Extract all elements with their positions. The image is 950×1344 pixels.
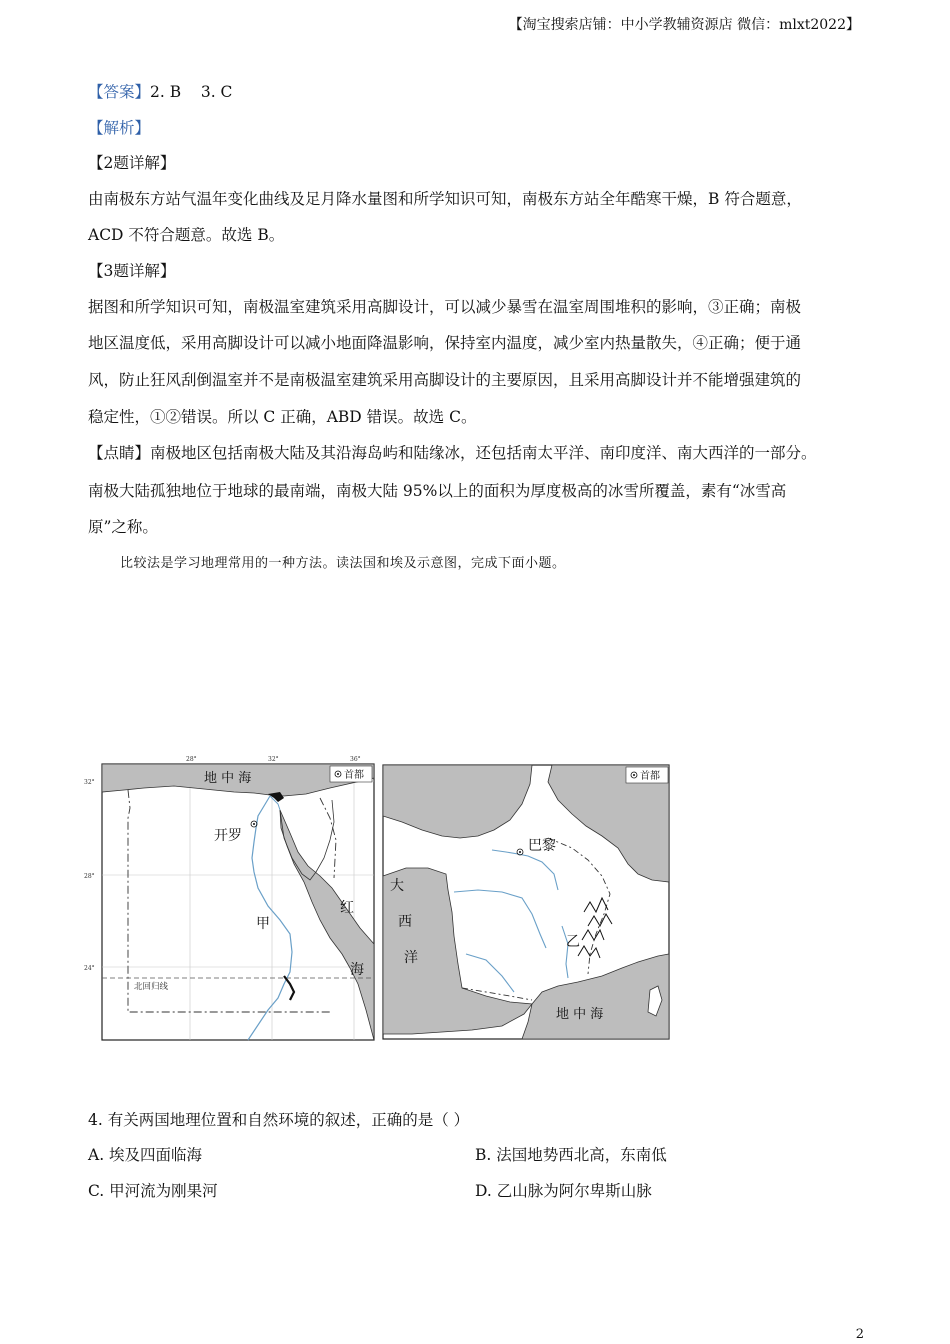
option-b[interactable]: B. 法国地势西北高，东南低 <box>475 1146 667 1164</box>
egypt-map <box>84 748 378 1044</box>
ocean-label-2: 西 <box>398 914 412 930</box>
red-sea-label-1: 红 <box>340 900 354 916</box>
option-a[interactable]: A. 埃及四面临海 <box>88 1146 203 1164</box>
lon-label-32: 32° <box>268 756 279 763</box>
mountain-yi-label: 乙 <box>566 934 580 950</box>
tip-line-1 <box>88 441 817 463</box>
q3-line-4: 稳定性，①②错误。所以 C 正确，ABD 错误。故选 C。 <box>88 408 477 426</box>
tip-line-3: 原”之称。 <box>88 518 158 536</box>
tip-text-1: 南极地区包括南极大陆及其沿海岛屿和陆缘冰，还包括南太平洋、南印度洋、南大西洋的一部分。 <box>150 444 817 462</box>
lon-label-28: 28° <box>186 756 197 763</box>
answer-text: 2. B 3. C <box>150 83 233 101</box>
option-c[interactable]: C. 甲河流为刚果河 <box>88 1182 218 1200</box>
red-sea-label-2: 海 <box>350 962 364 978</box>
q3-line-1: 据图和所学知识可知，南极温室建筑采用高脚设计，可以减少暴雪在温室周围堆积的影响，③正确；南极 <box>88 298 802 316</box>
cairo-label: 开罗 <box>214 828 242 844</box>
legend-label-france: 首都 <box>640 771 660 782</box>
lat-label-32: 32° <box>84 779 95 786</box>
q2-line-1: 由南极东方站气温年变化曲线及足月降水量图和所学知识可知，南极东方站全年酷寒干燥，B 符合题意， <box>88 190 802 208</box>
q3-title: 【3题详解】 <box>88 262 176 280</box>
france-map <box>382 764 672 1042</box>
legend-label: 首都 <box>344 770 364 781</box>
ocean-label-3: 洋 <box>404 950 418 966</box>
tropic-label: 北回归线 <box>134 982 169 992</box>
paris-label: 巴黎 <box>528 838 556 854</box>
intro-text: 比较法是学习地理常用的一种方法。读法国和埃及示意图，完成下面小题。 <box>120 556 566 571</box>
ocean-label-1: 大 <box>390 878 404 894</box>
page-number: 2 <box>855 1327 864 1342</box>
tip-tag: 【点睛】 <box>88 444 151 462</box>
lat-label-24: 24° <box>84 965 95 972</box>
lon-label-36: 36° <box>350 756 361 763</box>
answer-tag: 【答案】 <box>88 83 151 101</box>
tip-line-2: 南极大陆孤独地位于地球的最南端，南极大陆 95%以上的面积为厚度极高的冰雪所覆盖，素有“冰雪高 <box>88 482 787 500</box>
page-header: 【淘宝搜索店铺：中小学教辅资源店 微信：mlxt2022】 <box>508 17 860 33</box>
question-4-stem: 4. 有关两国地理位置和自然环境的叙述，正确的是（ ） <box>88 1111 470 1129</box>
answer-line <box>88 80 232 102</box>
med-sea-label: 地 中 海 <box>204 771 252 786</box>
option-d[interactable]: D. 乙山脉为阿尔卑斯山脉 <box>475 1182 652 1200</box>
med-sea-label-france: 地 中 海 <box>556 1007 604 1022</box>
q3-line-2: 地区温度低，采用高脚设计可以减小地面降温影响，保持室内温度，减少室内热量散失，④正确；便于通 <box>88 334 802 352</box>
q3-line-3: 风，防止狂风刮倒温室并不是南极温室建筑采用高脚设计的主要原因，且采用高脚设计并不能增强建筑的 <box>88 371 802 389</box>
analysis-tag: 【解析】 <box>88 119 151 137</box>
q2-line-2: ACD 不符合题意。故选 B。 <box>88 226 285 244</box>
river-jia-label: 甲 <box>256 916 270 932</box>
lat-label-28: 28° <box>84 873 95 880</box>
q2-title: 【2题详解】 <box>88 154 176 172</box>
